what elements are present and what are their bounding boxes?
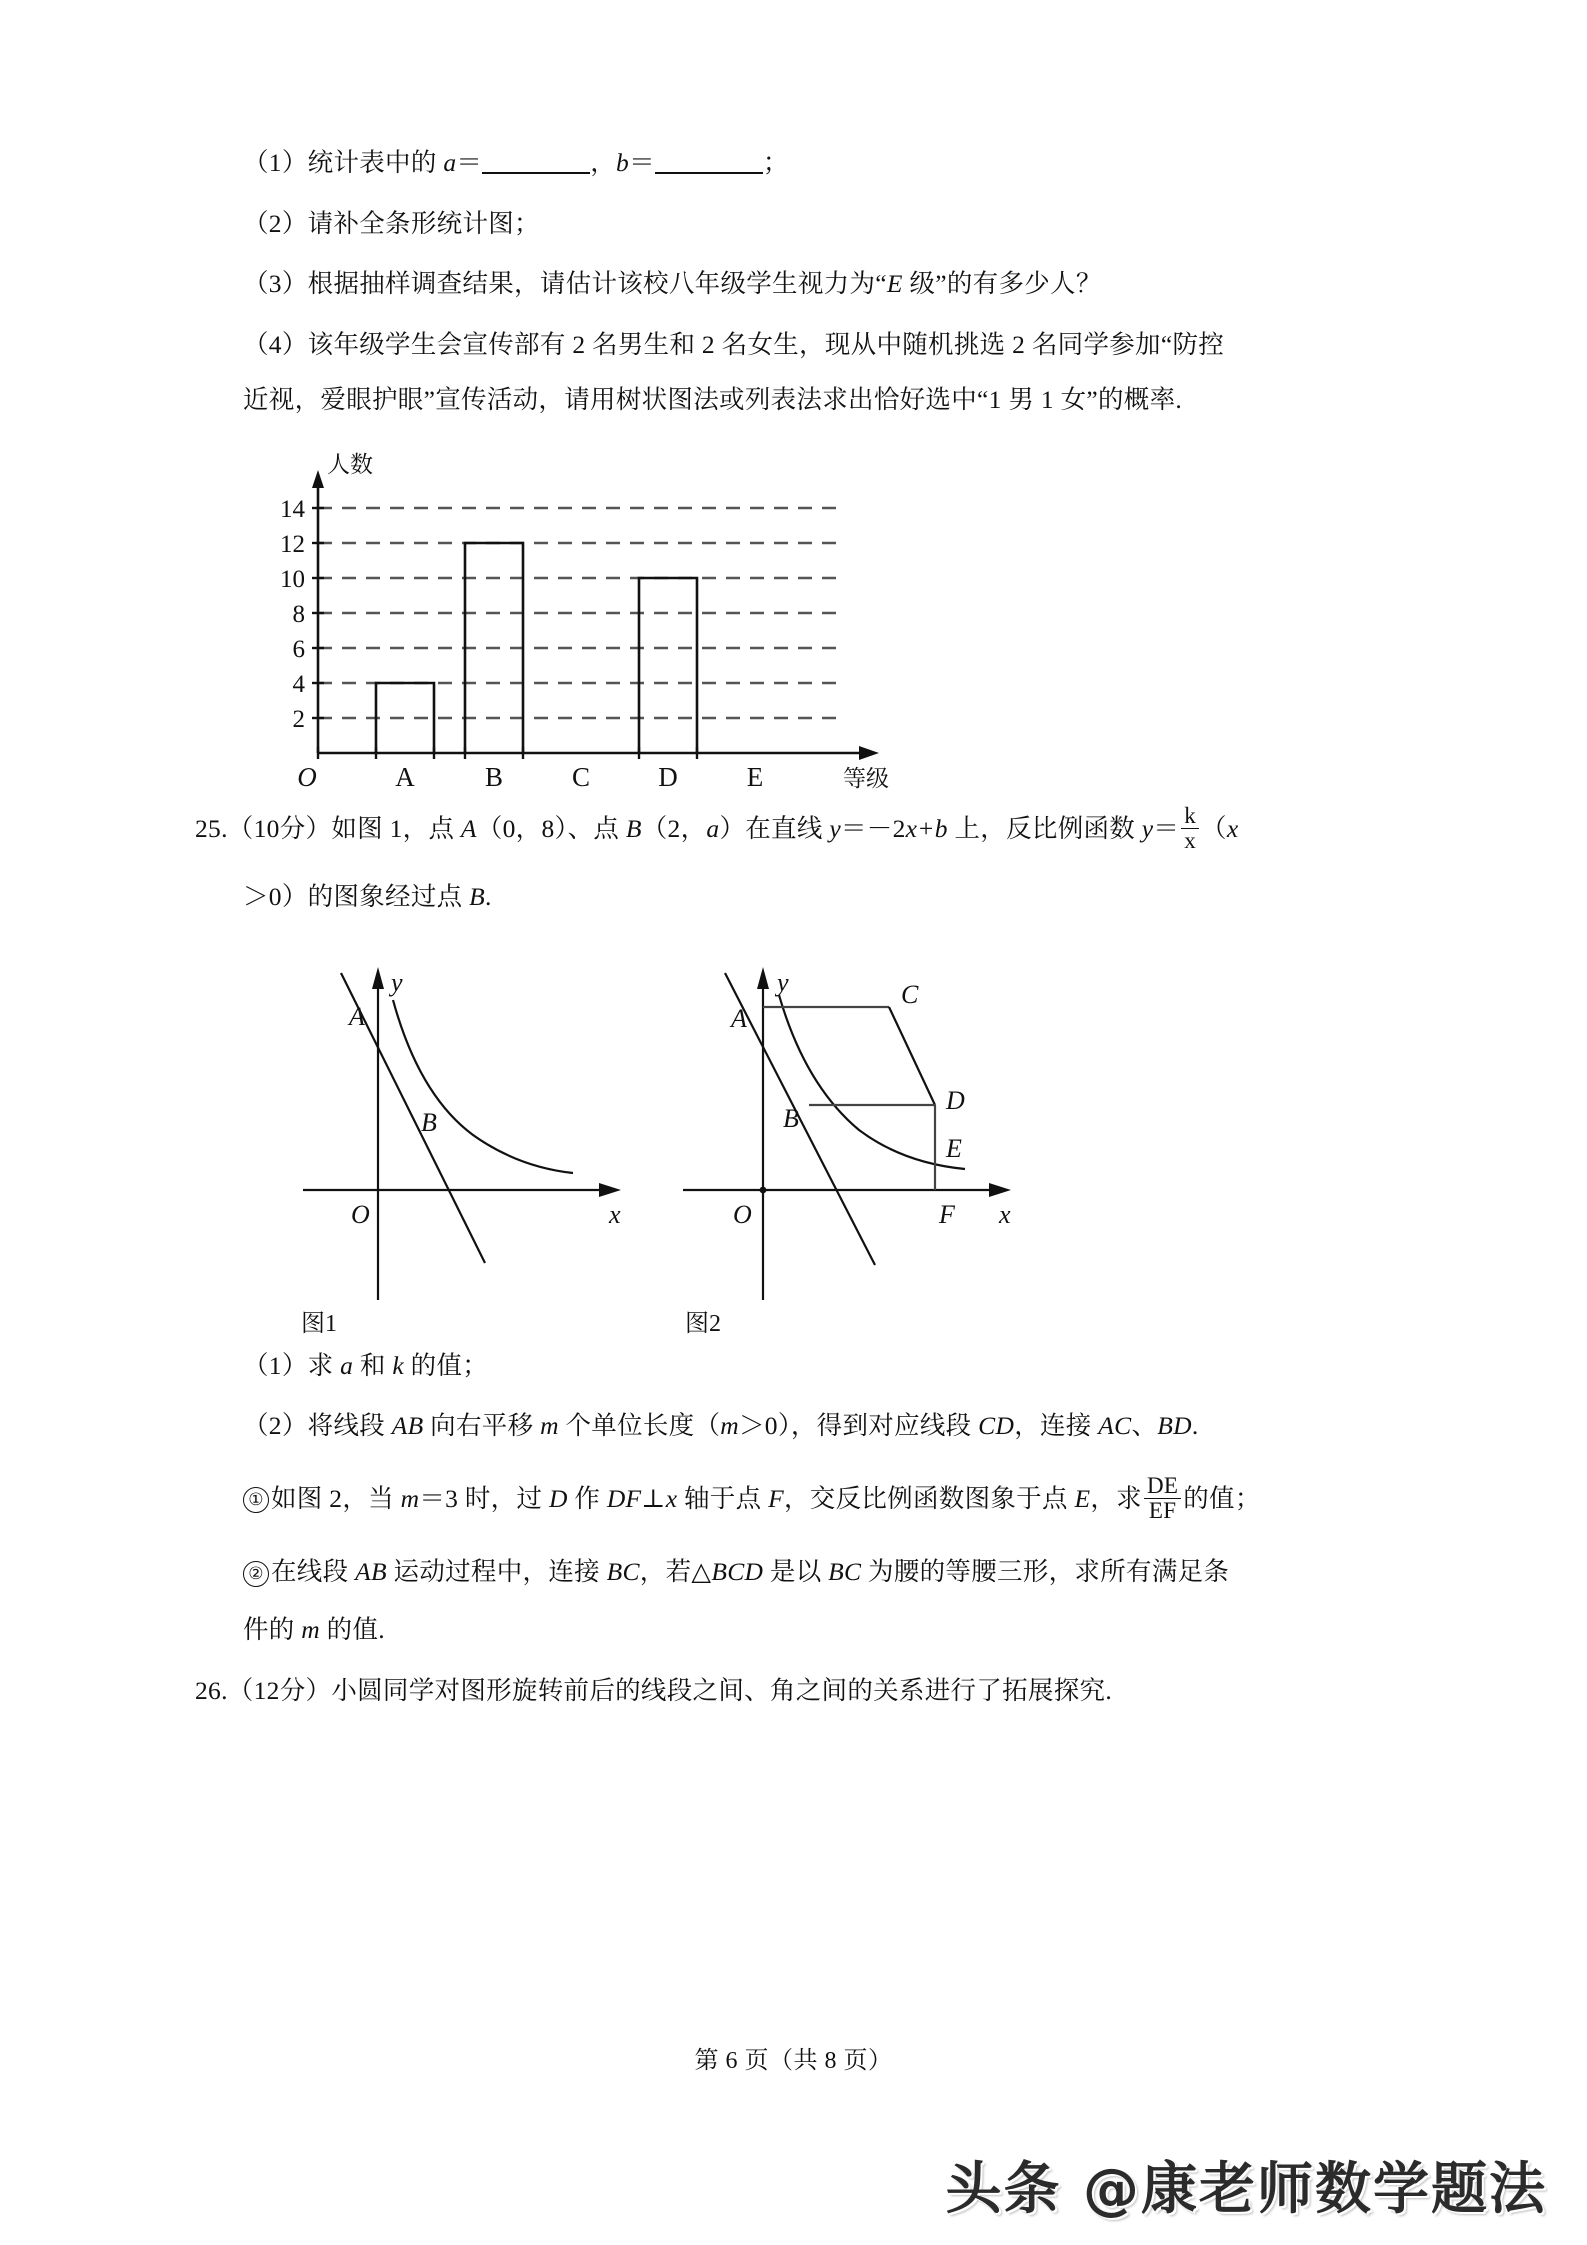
q25-sub2-f: 、 [1131, 1411, 1158, 1441]
q25-item2-AB: AB [355, 1557, 387, 1587]
q25-sub2-c: 个单位长度（ [558, 1411, 721, 1441]
x-axis-title: 等级 [843, 765, 889, 792]
bar-chart [243, 448, 1373, 792]
question24-part2: （2）请补全条形统计图； [243, 208, 540, 238]
figure-2-caption: 图2 [685, 1310, 721, 1337]
q25-sub2-e: ，连接 [1014, 1411, 1099, 1441]
q25-point-F: F [768, 1483, 784, 1513]
variable-a: a [443, 148, 457, 177]
q25-period: . [485, 882, 492, 912]
ytick-2: 2 [292, 705, 305, 733]
figure-2-svg [653, 945, 1073, 1315]
q26-dot: . [221, 1675, 228, 1705]
fraction-DE-over-EF [1144, 1474, 1181, 1525]
q25-var-m2: m [720, 1411, 739, 1441]
q25-item1-x: x [665, 1483, 678, 1513]
q25-point-D: D [548, 1483, 568, 1513]
watermark: 头条 @康老师数学题法 [945, 2157, 1547, 2222]
figure-2 [653, 945, 1073, 1337]
q25-paren: （ [1201, 813, 1227, 843]
comma-1: ， [590, 148, 617, 177]
q25-seg-CD: CD [978, 1411, 1015, 1441]
q25-sub2-a: （2）将线段 [243, 1411, 392, 1441]
q25-A-coord: （0，8）、点 [476, 813, 626, 843]
bar-E [639, 578, 697, 753]
page-footer-label: 第 6 页（共 8 页） [694, 2048, 893, 2074]
q26-points: （12分） [227, 1675, 332, 1705]
question24-part4-line1: （4）该年级学生会宣传部有 2 名男生和 2 名女生，现从中随机挑选 2 名同学参加“防控 [243, 329, 1225, 359]
ytick-8: 8 [292, 600, 305, 628]
equals-1: ＝ [456, 148, 483, 177]
q25-sub1-a: （1）求 [243, 1350, 341, 1380]
question25-stem-line1 [195, 804, 1373, 855]
question24-part4-line2: 近视，爱眼护眼”宣传活动，请用树状图法或列表法求出恰好选中“1 男 1 女”的概率. [243, 385, 1183, 414]
q25-item1-m: m [400, 1483, 420, 1513]
fig2-label-C: C [901, 979, 919, 1009]
q25-item2-d: 是以 [763, 1557, 829, 1587]
question25-stem-line2 [243, 884, 1373, 910]
fraction-denominator: x [1181, 828, 1199, 854]
figure-1-svg [273, 945, 673, 1315]
ytick-10: 10 [280, 565, 305, 593]
ytick-14: 14 [280, 495, 305, 523]
q25-seg-AB: AB [391, 1411, 424, 1441]
part3-text-a: （3）根据抽样调查结果，请估计该校八年级学生视力为“ [243, 269, 887, 298]
q25-perp: ⊥ [641, 1483, 666, 1513]
q25-sub1-var-k: k [392, 1350, 404, 1380]
q25-stem-line2-text: ＞0）的图象经过点 [243, 882, 470, 912]
ytick-4: 4 [292, 670, 305, 698]
fig2-label-x: x [999, 1199, 1011, 1229]
q25-item1-g: ，求 [1090, 1483, 1142, 1513]
fraction-EF: EF [1144, 1498, 1181, 1524]
q25-dot: . [221, 813, 228, 843]
circled-number-2: ② [243, 1561, 269, 1587]
figure-1 [273, 945, 673, 1337]
variable-b: b [616, 148, 630, 177]
q25-item1-b: ＝3 时，过 [419, 1483, 549, 1513]
q25-point-E: E [1074, 1483, 1091, 1513]
xtick-B: B [484, 761, 504, 792]
part1-suffix: ； [762, 148, 789, 177]
q25-sub1-var-a: a [340, 1350, 354, 1380]
question26 [195, 1675, 1373, 1705]
xtick-C: C [571, 761, 591, 792]
q25-stem-b2: ）在直线 [719, 813, 830, 843]
q25-sub1-c: 的值； [403, 1350, 489, 1380]
question25-sub2 [243, 1413, 1373, 1439]
q25-tri-BCD: BCD [711, 1557, 764, 1587]
fig2-label-E: E [946, 1133, 962, 1163]
q25-point-B: B [625, 813, 642, 843]
page-content [195, 148, 1373, 1738]
ytick-6: 6 [292, 635, 305, 663]
equals-2: ＝ [629, 148, 655, 177]
question25-figures [243, 945, 1373, 1335]
fig2-label-A: A [731, 1003, 747, 1033]
ytick-12: 12 [280, 530, 305, 558]
figure-1-caption: 图1 [301, 1310, 337, 1337]
q25-sub1-b: 和 [353, 1350, 393, 1380]
fig1-label-x: x [609, 1199, 621, 1229]
fig1-label-O: O [351, 1199, 370, 1229]
fig2-label-F: F [939, 1199, 955, 1229]
page-footer [0, 2040, 1587, 2075]
q25-point-A: A [460, 813, 477, 843]
xtick-D: D [658, 761, 678, 792]
fraction-DE: DE [1146, 1472, 1179, 1498]
q26-number: 26 [195, 1675, 222, 1705]
question25-item2-line2 [243, 1617, 1373, 1643]
circled-number-1: ① [243, 1487, 269, 1513]
fig2-label-B: B [783, 1103, 799, 1133]
q25-item2-BC2: BC [828, 1557, 862, 1587]
q25-point-B2: B [469, 882, 486, 912]
q25-var-m: m [540, 1411, 559, 1441]
q25-item1-e: 轴于点 [677, 1483, 769, 1513]
q25-x: x [905, 813, 918, 843]
answer-blank-b[interactable] [655, 172, 763, 174]
q25-stem-a: 如图 1，点 [331, 813, 461, 843]
q25-y2: y [1141, 813, 1154, 843]
q25-item2-l2b: 的值. [320, 1615, 385, 1645]
q25-seg-BD: BD [1157, 1411, 1192, 1441]
fig2-label-D: D [946, 1085, 965, 1115]
q25-x2: x [1226, 813, 1239, 843]
question24-part3 [243, 271, 1373, 297]
q25-item2-b: 运动过程中，连接 [386, 1557, 607, 1587]
q25-stem-c: 上，反比例函数 [947, 813, 1142, 843]
q25-B-coord: （2， [641, 813, 707, 843]
q25-item1-c: 作 [567, 1483, 607, 1513]
q25-sub2-g: . [1191, 1411, 1199, 1441]
q25-item2-a: 在线段 [271, 1557, 356, 1587]
q25-item2-m: m [301, 1615, 320, 1645]
fig2-label-O: O [733, 1199, 752, 1229]
q25-item2-c: ，若△ [639, 1557, 712, 1587]
fig1-label-y: y [391, 967, 403, 997]
q25-y: y [829, 813, 841, 843]
fraction-numerator: k [1184, 802, 1197, 828]
q25-number: 25 [195, 813, 222, 843]
q25-eq: ＝ [1153, 813, 1180, 843]
y-axis-title: 人数 [327, 451, 373, 478]
q25-sub2-d: ＞0），得到对应线段 [738, 1411, 979, 1441]
q25-item1-a: 如图 2，当 [271, 1483, 401, 1513]
fig1-label-A: A [349, 1001, 365, 1031]
q25-plus-b: +b [917, 813, 948, 843]
fig2-label-y: y [777, 967, 789, 997]
question25-item2-line1 [243, 1559, 1373, 1587]
question24-part1 [243, 150, 1373, 176]
bar-chart-svg [243, 448, 943, 792]
q25-points: （10分） [227, 813, 332, 843]
xtick-E: E [746, 761, 764, 792]
grade-level-E: E [886, 269, 903, 298]
question25-item1 [243, 1474, 1373, 1525]
q25-sub2-b: 向右平移 [423, 1411, 541, 1441]
q25-line-eq: ＝－2 [840, 813, 906, 843]
q25-var-a: a [706, 813, 720, 843]
q25-item2-e: 为腰的等腰三形，求所有满足条 [861, 1557, 1230, 1587]
q25-item2-l2a: 件的 [243, 1615, 302, 1645]
fig1-label-B: B [421, 1107, 437, 1137]
q25-item2-BC: BC [606, 1557, 640, 1587]
xtick-A: A [395, 761, 415, 792]
q25-item1-f: ，交反比例函数图象于点 [783, 1483, 1075, 1513]
part1-prefix: （1）统计表中的 [243, 148, 444, 177]
answer-blank-a[interactable] [482, 172, 590, 174]
chart-origin-label: O [297, 761, 317, 792]
fraction-k-over-x [1181, 804, 1199, 855]
question25-sub1 [243, 1350, 1373, 1380]
q25-seg-DF: DF [606, 1483, 642, 1513]
q25-seg-AC: AC [1098, 1411, 1132, 1441]
q26-text: 小圆同学对图形旋转前后的线段之间、角之间的关系进行了拓展探究. [331, 1675, 1112, 1705]
part3-text-b: 级”的有多少人？ [902, 269, 1102, 298]
q25-item1-h: 的值； [1183, 1483, 1261, 1513]
